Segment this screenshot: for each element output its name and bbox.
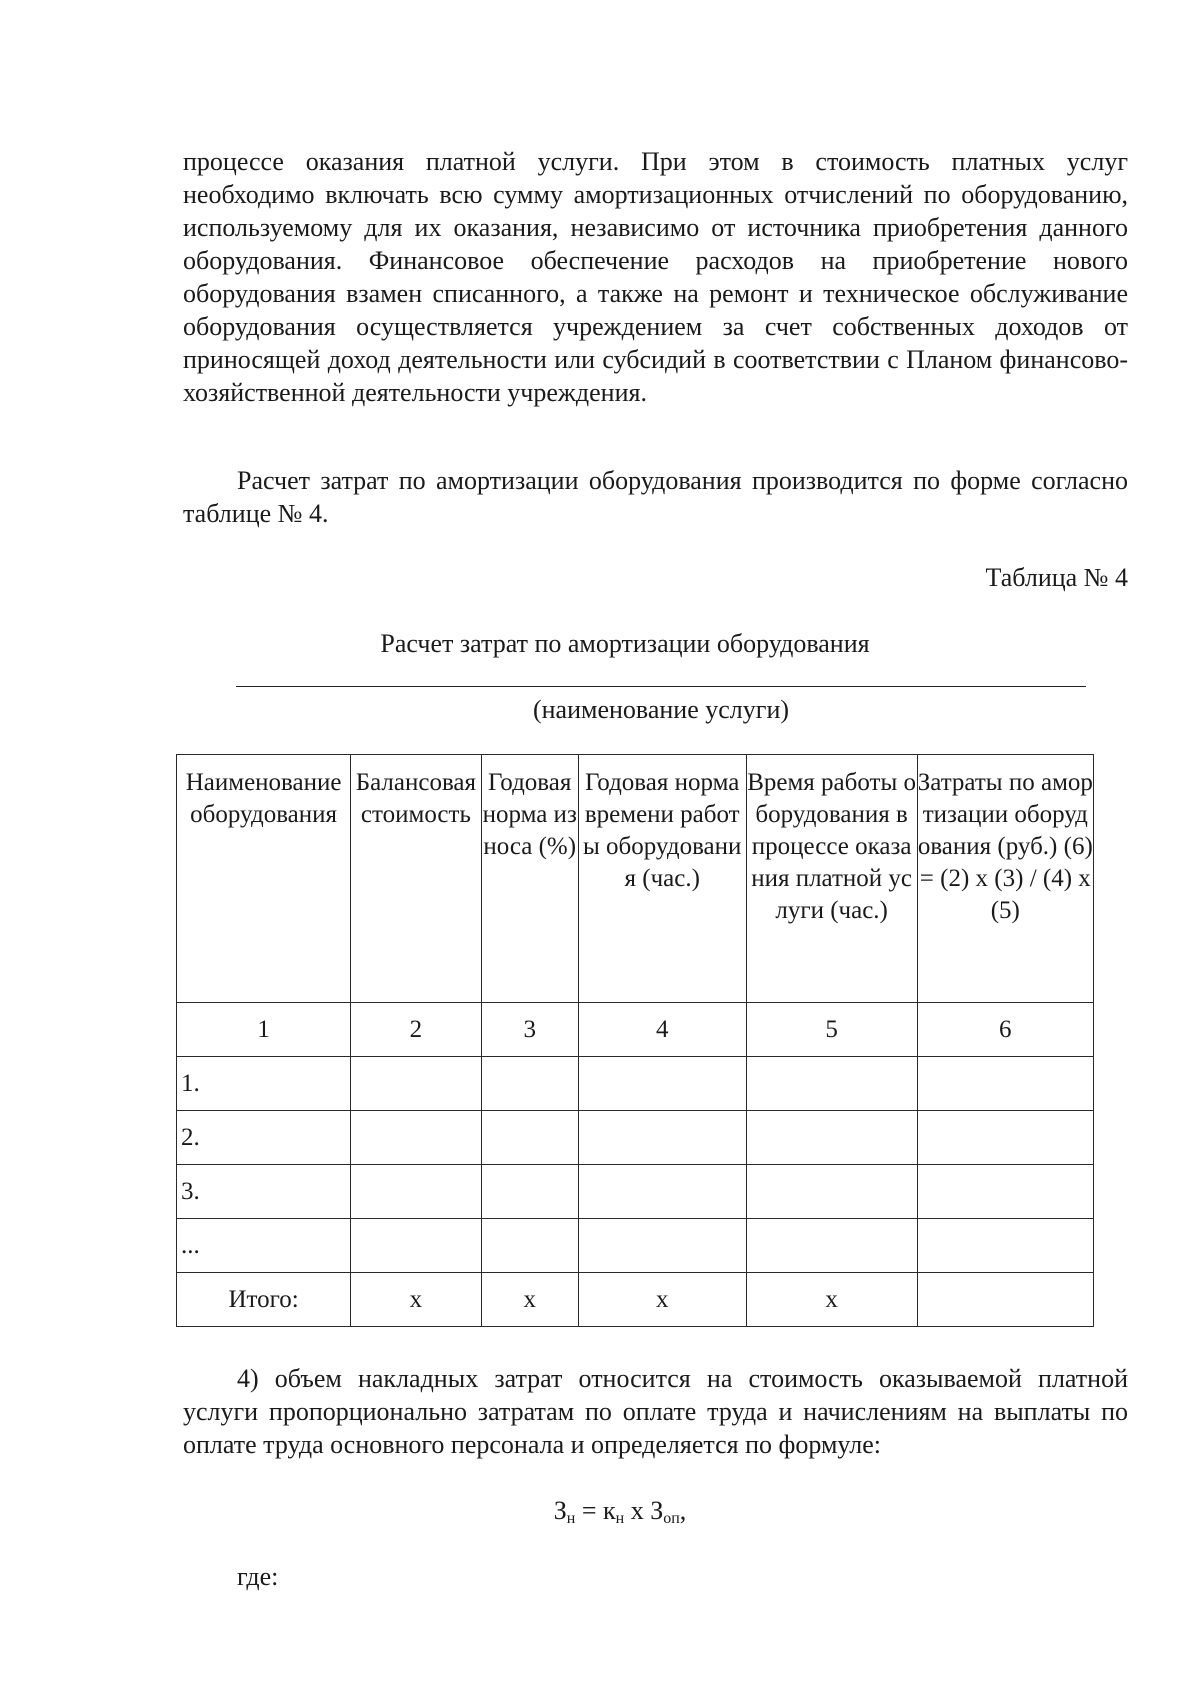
total-label: Итого: xyxy=(177,1273,351,1327)
table-cell xyxy=(917,1057,1093,1111)
total-cell: x xyxy=(351,1273,481,1327)
table-cell xyxy=(746,1057,917,1111)
formula-equals: = xyxy=(575,1496,603,1525)
column-number: 2 xyxy=(351,1003,481,1057)
where-label: где: xyxy=(237,1562,279,1591)
row-label: 1. xyxy=(177,1057,351,1111)
total-cell: x xyxy=(578,1273,746,1327)
table-cell xyxy=(351,1057,481,1111)
table-cell xyxy=(578,1219,746,1273)
table-cell xyxy=(481,1111,578,1165)
formula-coefficient-sub: н xyxy=(615,1510,625,1527)
column-number: 3 xyxy=(481,1003,578,1057)
table-cell xyxy=(481,1165,578,1219)
table-cell xyxy=(578,1165,746,1219)
table-number-label: Таблица № 4 xyxy=(985,563,1128,592)
table-cell xyxy=(351,1165,481,1219)
column-number: 4 xyxy=(578,1003,746,1057)
header-service-operating-time: Время работы оборудования в процессе оказания платной услуги (час.) xyxy=(746,755,917,1003)
header-annual-wear-rate: Годовая норма износа (%) xyxy=(481,755,578,1003)
column-number-row xyxy=(177,1003,1094,1057)
header-amortization-costs: Затраты по амортизации оборудования (руб.) (6) = (2) x (3) / (4) x (5) xyxy=(917,755,1093,1003)
service-name-blank-line xyxy=(236,686,1086,687)
column-number: 1 xyxy=(177,1003,351,1057)
paragraph-overhead-costs: 4) объем накладных затрат относится на стоимость оказываемой платной услуги пропорционально затратам по оплате труда и начислениям на выплаты по оплате труда основного персонала и определяется по формуле: xyxy=(183,1364,1128,1459)
table-row xyxy=(177,1057,1094,1111)
amortization-table xyxy=(176,754,1094,1327)
table-cell xyxy=(917,1111,1093,1165)
formula-lhs-sub: н xyxy=(566,1510,576,1527)
table-cell xyxy=(746,1165,917,1219)
formula-tail: , xyxy=(679,1496,687,1525)
service-name-caption: (наименование услуги) xyxy=(532,695,790,724)
table-cell xyxy=(917,1165,1093,1219)
total-cell xyxy=(917,1273,1093,1327)
header-equipment-name: Наименование оборудования xyxy=(177,755,351,1003)
table-row xyxy=(177,1111,1094,1165)
row-label: 3. xyxy=(177,1165,351,1219)
table-cell xyxy=(917,1219,1093,1273)
table-header-row xyxy=(177,755,1094,1003)
formula-rhs-sub: оп xyxy=(663,1510,680,1527)
formula-times: x xyxy=(624,1496,651,1525)
overhead-formula xyxy=(0,1494,1200,1527)
table-cell xyxy=(351,1111,481,1165)
formula-coefficient: к xyxy=(602,1496,616,1525)
paragraph-calculation-reference: Расчет затрат по амортизации оборудования производится по форме согласно таблице № 4. xyxy=(183,466,1128,528)
row-label: 2. xyxy=(177,1111,351,1165)
formula-lhs: З xyxy=(553,1496,567,1525)
row-label: ... xyxy=(177,1219,351,1273)
header-annual-operating-time: Годовая норма времени работы оборудования (час.) xyxy=(578,755,746,1003)
table-cell xyxy=(351,1219,481,1273)
table-cell xyxy=(481,1219,578,1273)
table-cell xyxy=(578,1057,746,1111)
column-number: 5 xyxy=(746,1003,917,1057)
header-book-value: Балансовая стоимость xyxy=(351,755,481,1003)
table-title: Расчет затрат по амортизации оборудования xyxy=(380,629,870,658)
total-cell: x xyxy=(746,1273,917,1327)
paragraph-amortization-rules: процессе оказания платной услуги. При этом в стоимость платных услуг необходимо включать всю сумму амортизационных отчислений по оборудованию, используемому для их оказания, независимо от источника приобретения данного оборудования. Финансовое обеспечение расходов на приобретение нового оборудования взамен списанного, а также на ремонт и техническое обслуживание оборудования осуществляется учреждением за счет собственных доходов от приносящей доход деятельности или субсидий в соответствии с Планом финансово-хозяйственной деятельности учреждения. xyxy=(183,147,1128,407)
table-cell xyxy=(481,1057,578,1111)
total-cell: x xyxy=(481,1273,578,1327)
table-row xyxy=(177,1165,1094,1219)
total-row xyxy=(177,1273,1094,1327)
table-cell xyxy=(746,1219,917,1273)
table-cell xyxy=(578,1111,746,1165)
table-cell xyxy=(746,1111,917,1165)
table-row xyxy=(177,1219,1094,1273)
column-number: 6 xyxy=(917,1003,1093,1057)
formula-rhs: З xyxy=(650,1496,664,1525)
